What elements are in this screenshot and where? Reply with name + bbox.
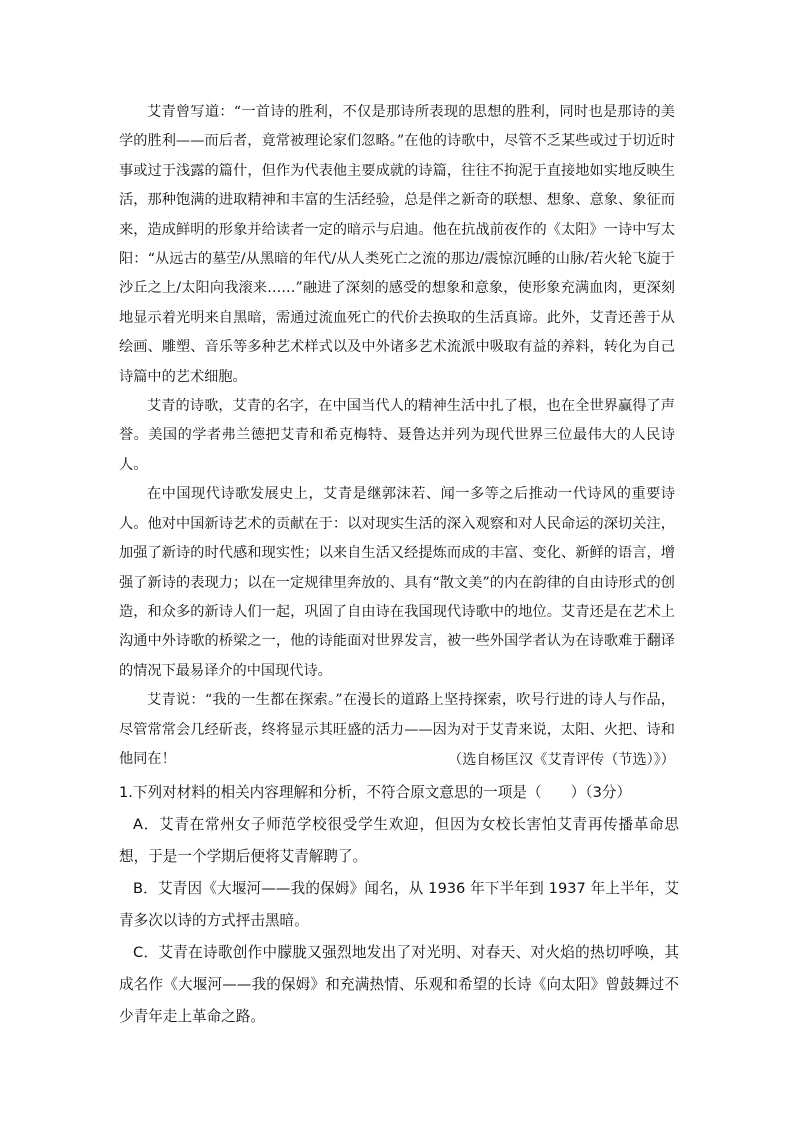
- passage-paragraph-4: 艾青说：“我的一生都在探索。”在漫长的道路上坚持探索，吹号行进的诗人与作品，尽管常常会几经斫丧，终将显示其旺盛的活力——因为对于艾青来说，太阳、火把、诗和他同在！: [119, 692, 675, 767]
- passage-paragraph-1: 艾青曾写道：“一首诗的胜利，不仅是那诗所表现的思想的胜利，同时也是那诗的美学的胜利——而后者，竟常被理论家们忽略。”在他的诗歌中，尽管不乏某些或过于切近时事或过于浅露的篇什，但作为代表他主要成就的诗篇，往往不拘泥于直接地如实地反映生活，那种饱满的进取精神和丰富的生活经验，总是伴之新奇的联想、想象、意象、象征而来，造成鲜明的形象并给读者一定的暗示与启迪。他在抗战前夜作的《太阳》一诗中写太阳：“从远古的墓茔/从黑暗的年代/从人类死亡之流的那边/震惊沉睡的山脉/若火轮飞旋于沙丘之上/太阳向我滚来……”融进了深刻的感受的想象和意象，使形象充满血肉，更深刻地显示着光明来自黑暗，需通过流血死亡的代价去换取的生活真谛。此外，艾青还善于从绘画、雕塑、音乐等多种艺术样式以及中外诸多艺术流派中吸取有益的养料，转化为自己诗篇中的艺术细胞。: [119, 104, 675, 385]
- option-a: A．艾青在常州女子师范学校很受学生欢迎，但因为女校长害怕艾青再传播革命思想，于是一个学期后便将艾青解聘了。: [119, 816, 679, 865]
- passage-paragraph-2: 艾青的诗歌，艾青的名字，在中国当代人的精神生活中扎了根，也在全世界赢得了声誉。美国的学者弗兰德把艾青和希克梅特、聂鲁达并列为现代世界三位最伟大的人民诗人。: [119, 398, 675, 473]
- question-stem: 1.下列对材料的相关内容理解和分析，不符合原文意思的一项是（ ）（3分）: [119, 784, 632, 801]
- reading-passage: [119, 98, 675, 774]
- question-1: [119, 777, 679, 1033]
- option-b: B．艾青因《大堰河——我的保姆》闻名，从 1936 年下半年到 1937 年上半年，艾青多次以诗的方式抨击黑暗。: [119, 880, 679, 929]
- passage-paragraph-3: 在中国现代诗歌发展史上，艾青是继郭沫若、闻一多等之后推动一代诗风的重要诗人。他对中国新诗艺术的贡献在于：以对现实生活的深入观察和对人民命运的深切关注，加强了新诗的时代感和现实性；以来自生活又经提炼而成的丰富、变化、新鲜的语言，增强了新诗的表现力；以在一定规律里奔放的、具有“散文美”的内在韵律的自由诗形式的创造，和众多的新诗人们一起，巩固了自由诗在我国现代诗歌中的地位。艾青还是在艺术上沟通中外诗歌的桥梁之一，他的诗能面对世界发言，被一些外国学者认为在诗歌难于翻译的情况下最易译介的中国现代诗。: [119, 486, 675, 679]
- option-c: C．艾青在诗歌创作中朦胧又强烈地发出了对光明、对春天、对火焰的热切呼唤，其成名作《大堰河——我的保姆》和充满热情、乐观和希望的长诗《向太阳》曾鼓舞过不少青年走上革命之路。: [119, 944, 679, 1025]
- passage-source: （选自杨匡汉《艾青评传（节选）》）: [448, 752, 675, 768]
